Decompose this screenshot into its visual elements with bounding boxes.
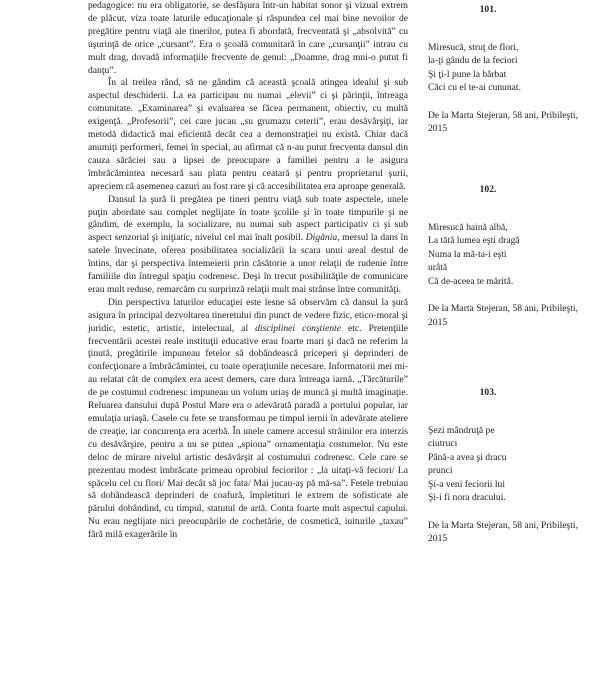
paragraph-3-text-b: , mersul la dans în satele învecinate, oferea posibilitatea socializării la scara unui areal destul de întins, dar şi perspectiva întemeierii prin căsătorie a unor relaţii de rudenie între familiile din întregul spaţiu codrenesc. Deşi în trecut posibilităţile de comunicare erau mult reduse, remarcăm cu surprinză relaţii mult mai strânse între comunităţi. <box>88 232 408 295</box>
poem-102 <box>428 183 588 329</box>
poem-line: urâtă <box>428 262 448 273</box>
poem-line: Şi-i fi nora dracului. <box>428 492 506 503</box>
poem-verses <box>428 221 588 289</box>
poem-number: 101. <box>479 4 497 15</box>
paragraph-3-text-a: Dansul la şură îi pregătea pe tineri pentru viaţă sub toate aspectele, unele puţin abordate sau complet neglijate în toate şcolile şi în toate timpurile şi ne gândim, de exemplu, la socializare, nu numai sub aspect participativ ci şi sub aspect senzorial şi iniţiatic, nivelul cel mai înalt posibil. <box>88 193 408 244</box>
poem-line: Că de-aceea te mărită. <box>428 275 514 287</box>
poem-line: Până-a avea şi dracu <box>428 451 507 463</box>
poem-verses <box>428 41 588 95</box>
paragraph-4-text-a: Din perspectiva laturilor educaţiei este lesne să observăm că dansul la şură asigura în principal dezvoltarea tineretului din punct de vedere fizic, etico-moral şi juridic, estetic, artistic, intelectual, al <box>88 296 408 334</box>
paragraph-4-italic: disciplinei conştiente <box>255 322 341 334</box>
poem-line: Şi-a veni feciorii lui <box>428 478 505 490</box>
paragraph-3 <box>88 194 408 297</box>
poem-line: Şi ţi-l pune la bărbat <box>428 68 507 80</box>
poem-line: Miresucă, struţ de flori, <box>428 41 519 53</box>
poem-line: La tătă lumea eşti dragă <box>428 235 520 246</box>
poem-103 <box>428 386 588 546</box>
paragraph-3-italic: Digănia <box>305 232 338 244</box>
poem-number: 103. <box>479 387 497 398</box>
poem-line: Miresucă haină albă, <box>428 221 508 233</box>
poem-line: prunci <box>428 465 453 476</box>
poem-source: De la Marta Stejeran, 58 ani, Pribileşti, 2015 <box>428 519 578 544</box>
paragraph-4-text-b: etc. Pretenţiile frecventării acestei reale instituţii educative erau foarte mari şi dacă ne referim la ţinută, pregătirile impuneau fetelor să dobândească priceperi şi deprinderi de confecţionare a îmbrăcămintei, cu toate operaţiunile necesare. Informatorii mei mi-au relatat cât de complex era acest demers, care dura întreaga iarnă. „Tărcăturile” de pe costumul codrenesc impuneau un volum uriaş de muncă şi multă imaginaţie. Reluarea dansului după Postul Mare era o adevărată paradă a portului popular, iar emulaţia uriaşă. Casele cu fete se transformau pe timpul iernii în adevărate ateliere de creaţie, iar concurenţa era acerbă. În unele camere accesul străinilor era interzis cu desăvârşire, pentru a nu se putea „spiona” ornamentaţia costumelor. Nu este deloc de mirare nivelul artistic desăvârşit al costumului codrenesc. Cele care se prezentau modest îmbrăcate primeau oprobiul feciorilor : „la uitaţi-vă feciori/ La spăcelu cel cu flori/ Mai decât să joc fata/ Mai jucau-aş pă mă-sa”. Fetele trebuiau să dobândească deprinderi de coafură, împletituri le extrem de sofisticate ale părului dobândind, cu timpul, statutul de artă. Conta foarte mult aspectul capului. Nu erau neglijate nici preocupările de cochetărie, de cosmetică, iuiturile „taxau” fără milă exagerările în <box>88 322 409 541</box>
poem-source: De la Marta Stejeran, 58 ani, Pribileşti, 2015 <box>428 109 578 134</box>
poem-line: ciutruci <box>428 438 458 449</box>
paragraph-4 <box>88 297 408 542</box>
poem-line: la-ţi gându de la feciori <box>428 55 518 66</box>
paragraph-2: În al treilea rând, să ne gândim că această şcoală atingea idealul şi sub aspectul deschiderii. La ea participau nu numai „elevii” ci şi părinţii, întreaga comunitate. „Examinarea” şi evaluarea se făcea permanent, obiectiv, cu multă exigenţă. „Profesorii”, cei care jucau „su grumazu ceterii”, erau desăvârşiţi, iar metodă didactică mai eficientă decât cea a demonstraţiei nu există. Chiar dacă anumiţi performeri, femei în special, au afirmat că n-au putut frecventa dansul din cauza sărăciei sau a lipsei de preocupare a familiei pentru a le asigura îmbrăcămintea necesară sau plata pentru ceatară şi pentru proprietarul şurii, apreciem că asemenea cazuri au fost rare şi că accesibilitatea era aproape generală. <box>88 77 408 192</box>
poem-source: De la Marta Stejeran, 58 ani, Pribileşti, 2015 <box>428 303 578 328</box>
paragraph-1: pedagogice: nu era obligatorie, se desfăşura într-un habitat sonor şi vizual extrem de plăcut, viza toate laturile educaţionale şi răspundea cel mai bine nevoilor de pregătire pentru viaţă ale tinerilor, putea fi abordată, frecventată şi „absolvită” cu uşurinţă de orice „cursant”. Era o şcoală comunitară în care „cursanţii” intrau cu mult drag, dovadă informaţiile frecvente de genul: „Doamne, drag mni-o putut fi danţu”. <box>88 0 408 76</box>
poem-101 <box>428 3 588 136</box>
poem-line: Căci cu el te-ai cununat. <box>428 82 521 93</box>
main-text-column <box>88 0 408 542</box>
poem-line: Şezi mândruţă pe <box>428 424 495 436</box>
poem-line: Numa la mă-ta-i eşti <box>428 248 507 260</box>
poem-number: 102. <box>479 184 497 195</box>
poem-verses <box>428 424 588 505</box>
